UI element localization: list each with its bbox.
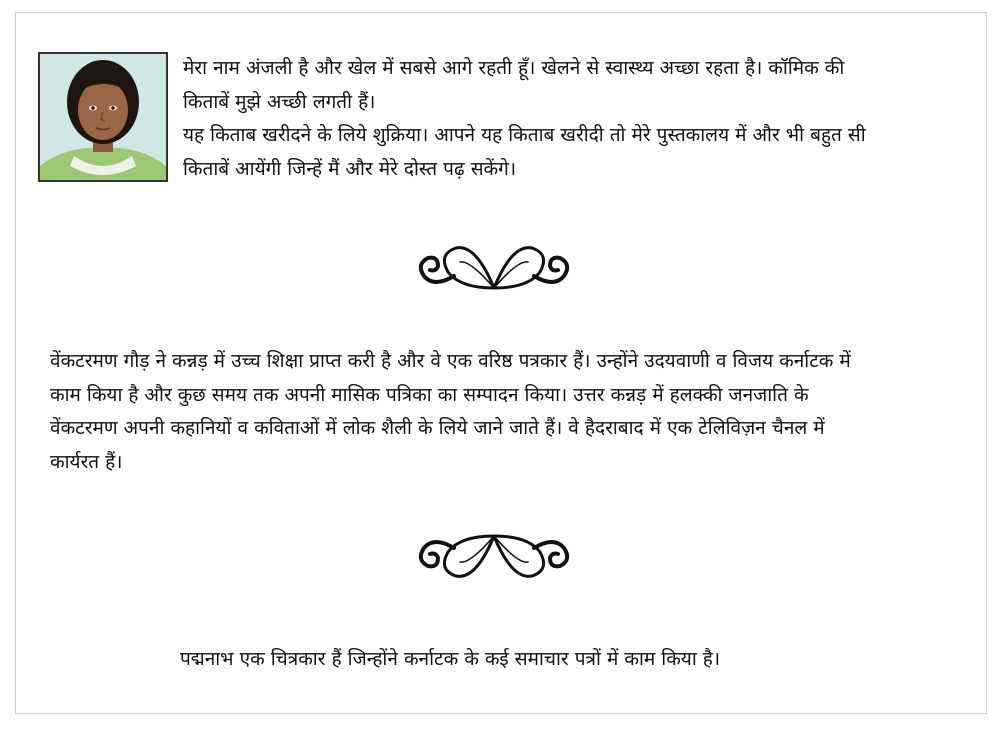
author-bio-paragraph — [50, 345, 851, 479]
flourish-divider-icon — [414, 528, 574, 588]
bio-line: कार्यरत हैं। — [50, 450, 123, 473]
child-portrait-icon — [40, 54, 166, 180]
illustrator-bio-paragraph — [180, 643, 720, 677]
intro-line: मेरा नाम अंजली है और खेल में सबसे आगे रहती हूँ। खेलने से स्वास्थ्य अच्छा रहता है। कॉमिक की — [183, 57, 845, 79]
author-photo — [38, 52, 168, 182]
intro-line: किताबें मुझे अच्छी लगती हैं। — [183, 90, 376, 113]
bio-line: वेंकटरमण अपनी कहानियों व कविताओं में लोक शैली के लिये जाने जाते हैं। वे हैदराबाद में एक टेलिविज़न चैनल में — [50, 417, 825, 439]
flourish-divider-icon — [414, 236, 574, 296]
intro-line: किताबें आयेंगी जिन्हें मैं और मेरे दोस्त पढ़ सकेंगे। — [183, 157, 517, 180]
intro-paragraph — [183, 52, 866, 186]
bio-line: पद्मनाभ एक चित्रकार हैं जिन्होंने कर्नाटक के कई समाचार पत्रों में काम किया है। — [180, 648, 721, 670]
bio-line: वेंकटरमण गौड़ ने कन्नड़ में उच्च शिक्षा प्राप्त करी है और वे एक वरिष्ठ पत्रकार हैं। उन्होंने उदयवाणी व विजय कर्नाटक में — [50, 350, 851, 372]
bio-line: काम किया है और कुछ समय तक अपनी मासिक पत्रिका का सम्पादन किया। उत्तर कन्नड़ में हलक्की जनजाति के — [50, 383, 809, 406]
intro-line: यह किताब खरीदने के लिये शुक्रिया। आपने यह किताब खरीदी तो मेरे पुस्तकालय में और भी बहुत सी — [183, 124, 866, 146]
